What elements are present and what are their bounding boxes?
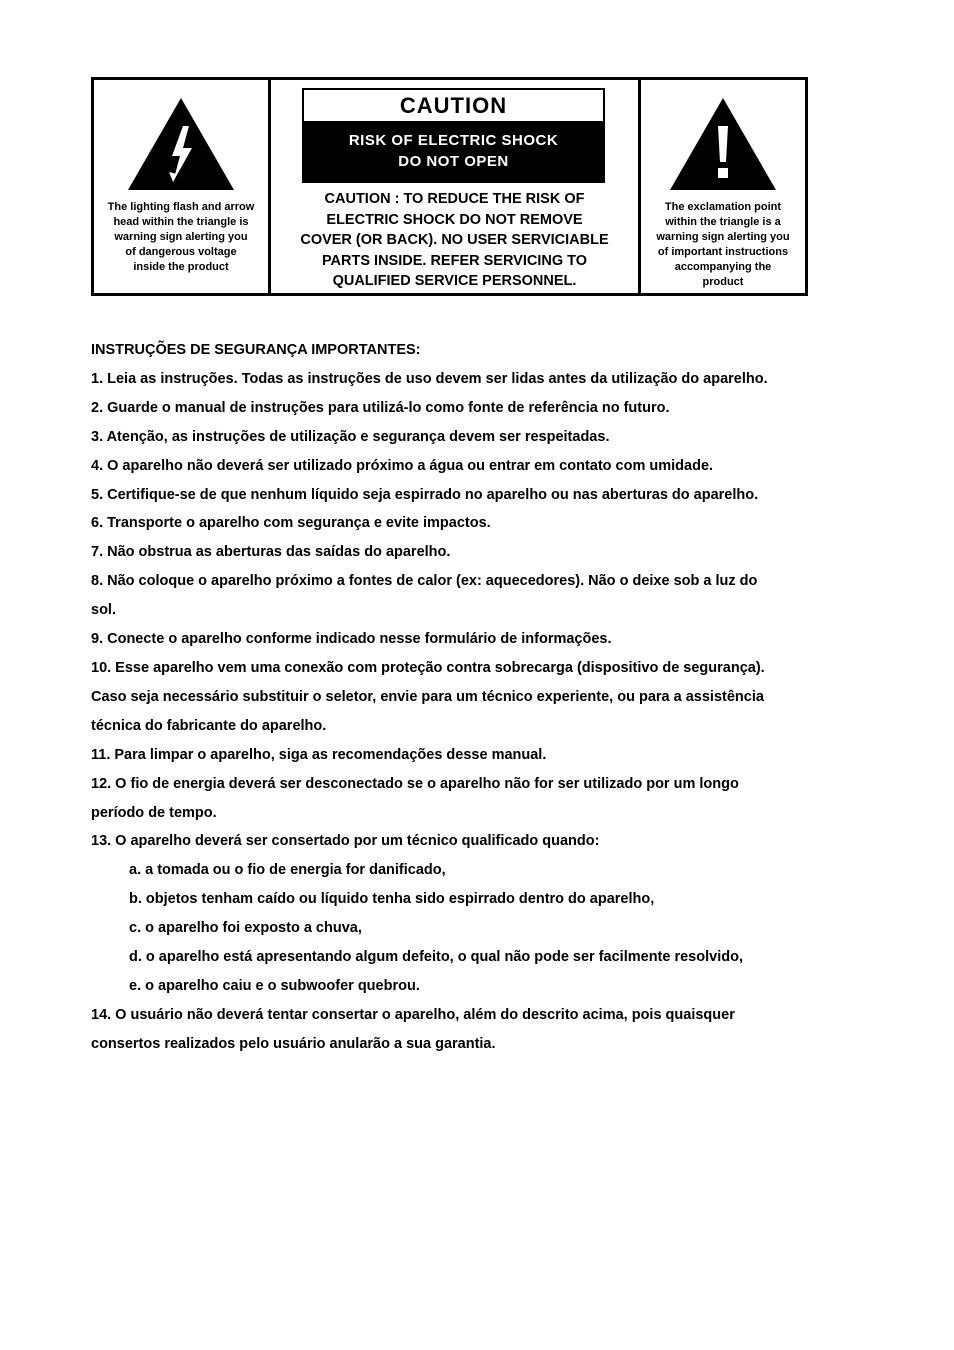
instruction-line: técnica do fabricante do aparelho. (91, 717, 327, 734)
instruction-line: 6. Transporte o aparelho com segurança e evite impactos. (91, 515, 491, 532)
caution-center-panel (271, 80, 641, 293)
instruction-line: 8. Não coloque o aparelho próximo a fontes de calor (ex: aquecedores). Não o deixe sob a luz do (91, 573, 758, 590)
shock-warning-text: The lighting flash and arrow head within the triangle is warning sign alerting you of dangerous voltage inside the product (107, 201, 255, 273)
safety-instructions (91, 336, 841, 1059)
instruction-line: 5. Certifique-se de que nenhum líquido seja espirrado no aparelho ou nas aberturas do aparelho. (91, 486, 759, 503)
instruction-line: Caso seja necessário substituir o seletor, envie para um técnico experiente, ou para a assistência (91, 688, 764, 705)
instruction-warning-panel (641, 80, 805, 293)
instruction-subitem: e. o aparelho caiu e o subwoofer quebrou. (129, 977, 420, 994)
instruction-line: consertos realizados pelo usuário anularão a sua garantia. (91, 1035, 496, 1052)
instruction-subitem: c. o aparelho foi exposto a chuva, (129, 920, 362, 937)
instruction-subitem: a. a tomada ou o fio de energia for danificado, (129, 862, 446, 879)
caution-title: CAUTION (399, 93, 508, 118)
instruction-line: 11. Para limpar o aparelho, siga as recomendações desse manual. (91, 746, 547, 763)
instruction-line: 2. Guarde o manual de instruções para utilizá-lo como fonte de referência no futuro. (91, 399, 670, 416)
shock-warning-panel (94, 80, 271, 293)
instructions-heading: INSTRUÇÕES DE SEGURANÇA IMPORTANTES: (91, 342, 421, 358)
instruction-line: 14. O usuário não deverá tentar consertar o aparelho, além do descrito acima, pois quaisquer (91, 1006, 735, 1023)
exclamation-triangle-icon (668, 96, 778, 192)
caution-body-text: CAUTION : TO REDUCE THE RISK OF ELECTRIC SHOCK DO NOT REMOVE COVER (OR BACK). NO USER SERVICIABLE PARTS INSIDE. REFER SERVICING TO QUALIFIED SERVICE PERSONNEL. (300, 191, 609, 289)
lightning-triangle-icon (126, 96, 236, 192)
instruction-warning-text: The exclamation point within the triangle is a warning sign alerting you of important instructions accompanying the product (656, 201, 790, 288)
caution-panel (91, 77, 808, 296)
instruction-line: 1. Leia as instruções. Todas as instruções de uso devem ser lidas antes da utilização do aparelho. (91, 370, 768, 387)
instruction-subitem: d. o aparelho está apresentando algum defeito, o qual não pode ser facilmente resolvido, (129, 949, 743, 966)
instruction-line: 3. Atenção, as instruções de utilização e segurança devem ser respeitadas. (91, 428, 610, 445)
caution-header (302, 88, 605, 183)
instruction-line: 9. Conecte o aparelho conforme indicado nesse formulário de informações. (91, 631, 612, 648)
instruction-subitem: b. objetos tenham caído ou líquido tenha sido espirrado dentro do aparelho, (129, 891, 655, 908)
instruction-line: 13. O aparelho deverá ser consertado por um técnico qualificado quando: (91, 833, 600, 850)
instruction-line: 7. Não obstrua as aberturas das saídas do aparelho. (91, 544, 451, 561)
shock-risk-band: RISK OF ELECTRIC SHOCK DO NOT OPEN (304, 121, 603, 181)
instruction-line: sol. (91, 602, 116, 619)
instruction-line: 12. O fio de energia deverá ser desconectado se o aparelho não for ser utilizado por um longo (91, 775, 739, 792)
instruction-line: período de tempo. (91, 804, 217, 821)
instruction-line: 4. O aparelho não deverá ser utilizado próximo a água ou entrar em contato com umidade. (91, 457, 714, 474)
instruction-line: 10. Esse aparelho vem uma conexão com proteção contra sobrecarga (dispositivo de segurança). (91, 659, 765, 676)
